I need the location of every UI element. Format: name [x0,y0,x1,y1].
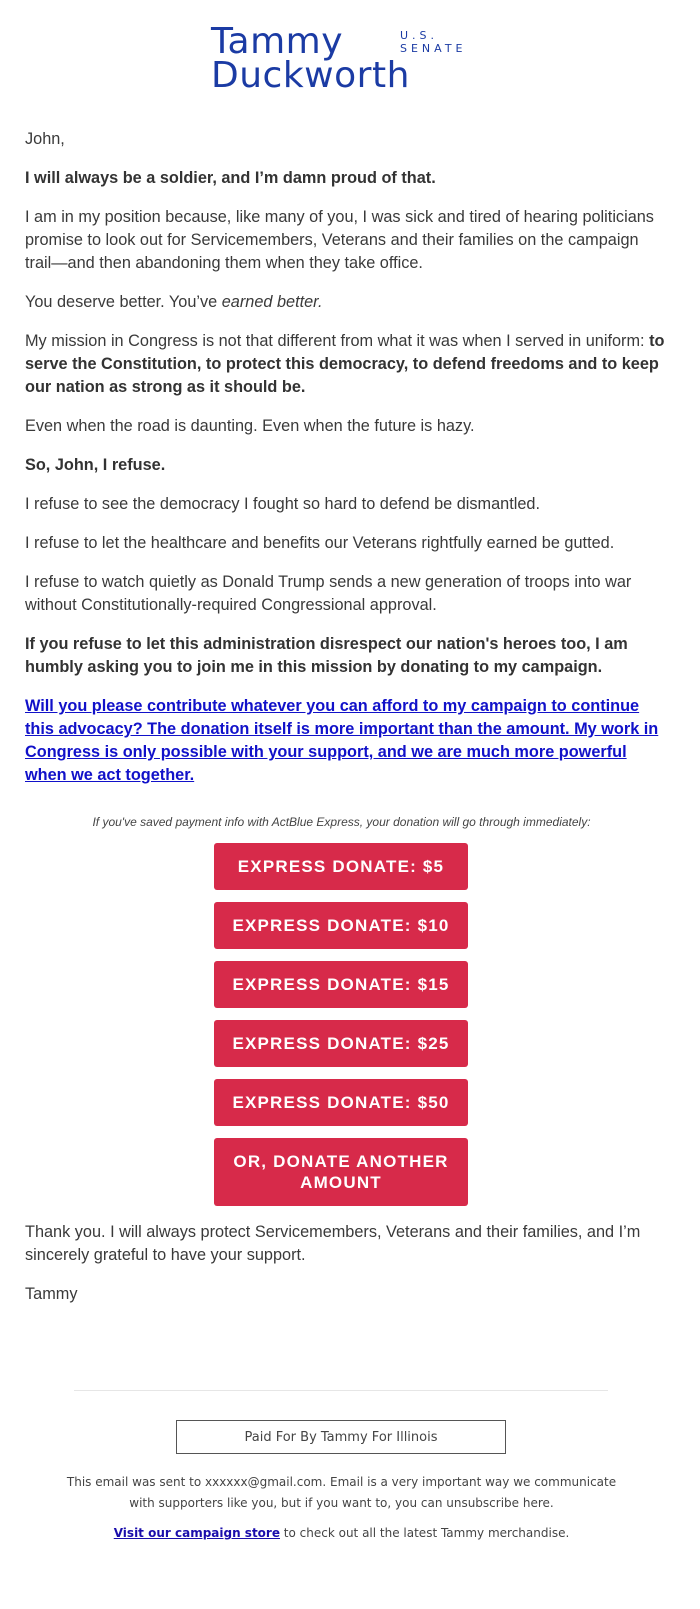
paragraph-refuse: So, John, I refuse. [25,456,166,474]
express-donate-25-button[interactable]: EXPRESS DONATE: $25 [214,1020,468,1067]
store-rest-text: to check out all the latest Tammy merchandise. [279,1526,570,1540]
greeting: John, [25,130,65,148]
paragraph-position: I am in my position because, like many of you, I was sick and tired of hearing politicians promise to look out for Servicemembers, Veterans and their families on the campaign trail—and then abandoning them when they take office. [25,208,654,272]
campaign-store-link[interactable]: Visit our campaign store [113,1526,280,1540]
paragraph-thanks: Thank you. I will always protect Servicemembers, Veterans and their families, and I’m sincerely grateful to have your support. [25,1223,641,1264]
paragraph-mission [25,330,665,399]
paragraph-democracy: I refuse to see the democracy I fought so hard to defend be dismantled. [25,495,540,513]
header-logo [0,20,700,95]
paragraph-ask: If you refuse to let this administration disrespect our nation's heroes too, I am humbly asking you to join me in this mission by donating to my campaign. [25,635,628,676]
logo-senate: SENATE [400,42,467,55]
logo-last-name: Duckworth [211,55,410,96]
donate-other-amount-button[interactable]: OR, DONATE ANOTHER AMOUNT [214,1138,468,1206]
paragraph-healthcare: I refuse to let the healthcare and benefits our Veterans rightfully earned be gutted. [25,534,615,552]
contribute-link[interactable]: Will you please contribute whatever you can afford to my campaign to continue this advocacy? The donation itself is more important than the amount. My work in Congress is only possible with your support, and we are much more powerful when we act together. [25,697,659,784]
paragraph-troops: I refuse to watch quietly as Donald Trump sends a new generation of troops into war without Constitutionally-required Congressional approval. [25,573,632,614]
donate-buttons [214,843,468,1218]
mission-text: My mission in Congress is not that different from what it was when I served in uniform: [25,332,650,350]
signature: Tammy [25,1285,78,1303]
express-donate-50-button[interactable]: EXPRESS DONATE: $50 [214,1079,468,1126]
paragraph-contribute [25,695,665,787]
logo-us: U.S. [400,29,439,42]
footer-sent-text: This email was sent to xxxxxx@gmail.com. Email is a very important way we communicate with supporters like you, but if you want to, you can unsubscribe here. [66,1475,617,1510]
email-body [25,128,665,803]
paragraph-road: Even when the road is daunting. Even when the future is hazy. [25,417,475,435]
express-donate-5-button[interactable]: EXPRESS DONATE: $5 [214,843,468,890]
paragraph-deserve [25,291,665,314]
mission-bold-text: to serve the Constitution, to protect this democracy, to defend freedoms and to keep our nation as strong as it should be. [25,332,665,396]
closing [25,1221,665,1322]
earned-better-text: earned better. [221,293,323,311]
logo-first-name: Tammy [211,21,344,62]
footer-store [60,1526,623,1540]
deserve-text: You deserve better. You’ve [25,293,222,311]
paid-for-by-box: Paid For By Tammy For Illinois [176,1420,506,1454]
footer-divider [74,1390,608,1391]
express-donate-10-button[interactable]: EXPRESS DONATE: $10 [214,902,468,949]
express-donate-15-button[interactable]: EXPRESS DONATE: $15 [214,961,468,1008]
actblue-note: If you've saved payment info with ActBlue Express, your donation will go through immediately: [92,815,591,829]
paragraph-soldier: I will always be a soldier, and I’m damn proud of that. [25,169,436,187]
